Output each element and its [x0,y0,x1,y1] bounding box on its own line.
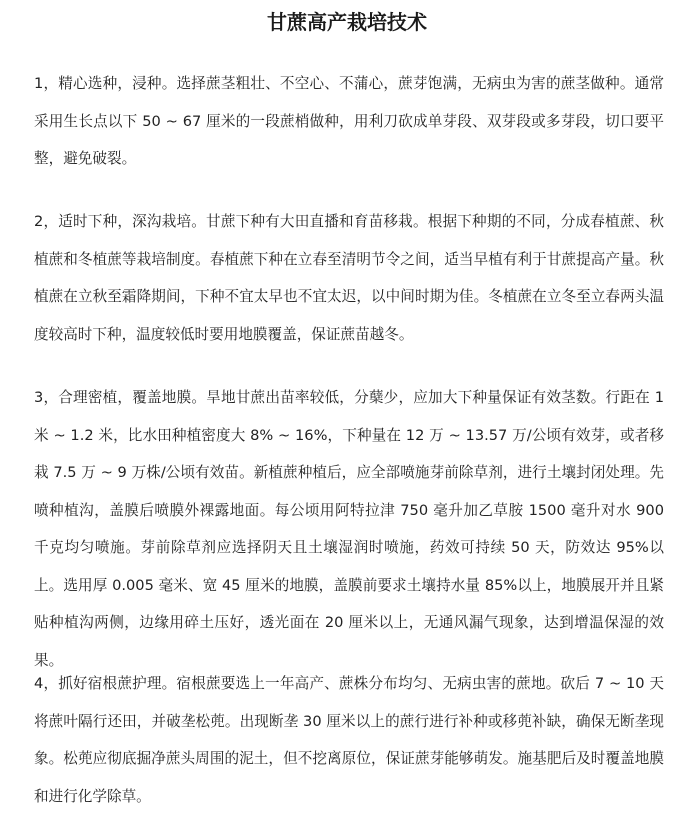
paragraph-dense-planting-mulch: 3，合理密植，覆盖地膜。旱地甘蔗出苗率较低，分蘖少，应加大下种量保证有效茎数。行距在 1 米 ~ 1.2 米，比水田种植密度大 8% ~ 16%，下种量在 12 万 ~ 13.57 万/公顷有效芽，或者移栽 7.5 万 ~ 9 万株/公顷有效苗。新植蔗种植后，应全部喷施芽前除草剂，进行土壤封闭处理。先喷种植沟，盖膜后喷膜外裸露地面。每公顷用阿特拉津 750 毫升加乙草胺 1500 毫升对水 900 千克均匀喷施。芽前除草剂应选择阴天且土壤湿润时喷施，药效可持续 50 天，防效达 95%以上。选用厚 0.005 毫米、宽 45 厘米的地膜，盖膜前要求土壤持水量 85%以上，地膜展开并且紧贴种植沟两侧，边缘用碎土压好，透光面在 20 厘米以上，无通风漏气现象，达到增温保湿的效果。 [34,389,664,669]
paragraph-ratoon-care: 4，抓好宿根蔗护理。宿根蔗要选上一年高产、蔗株分布均匀、无病虫害的蔗地。砍后 7 ~ 10 天将蔗叶隔行还田，并破垄松蔸。出现断垄 30 厘米以上的蔗行进行补种或移蔸补缺，确保无断垄现象。松蔸应彻底掘净蔗头周围的泥土，但不挖离原位，保证蔗芽能够萌发。施基肥后及时覆盖地膜和进行化学除草。 [34,675,664,805]
paragraph-timely-planting: 2，适时下种，深沟栽培。甘蔗下种有大田直播和育苗移栽。根据下种期的不同，分成春植蔗、秋植蔗和冬植蔗等栽培制度。春植蔗下种在立春至清明节令之间，适当早植有利于甘蔗提高产量。秋植蔗在立秋至霜降期间，下种不宜太早也不宜太迟，以中间时期为佳。冬植蔗在立冬至立春两头温度较高时下种，温度较低时要用地膜覆盖，保证蔗苗越冬。 [34,213,664,343]
document-title: 甘蔗高产栽培技术 [267,10,427,34]
paragraph-seed-selection: 1，精心选种，浸种。选择蔗茎粗壮、不空心、不蒲心，蔗芽饱满，无病虫为害的蔗茎做种。通常采用生长点以下 50 ~ 67 厘米的一段蔗梢做种，用利刀砍成单芽段、双芽段或多芽段，切口要平整，避免破裂。 [34,75,664,167]
